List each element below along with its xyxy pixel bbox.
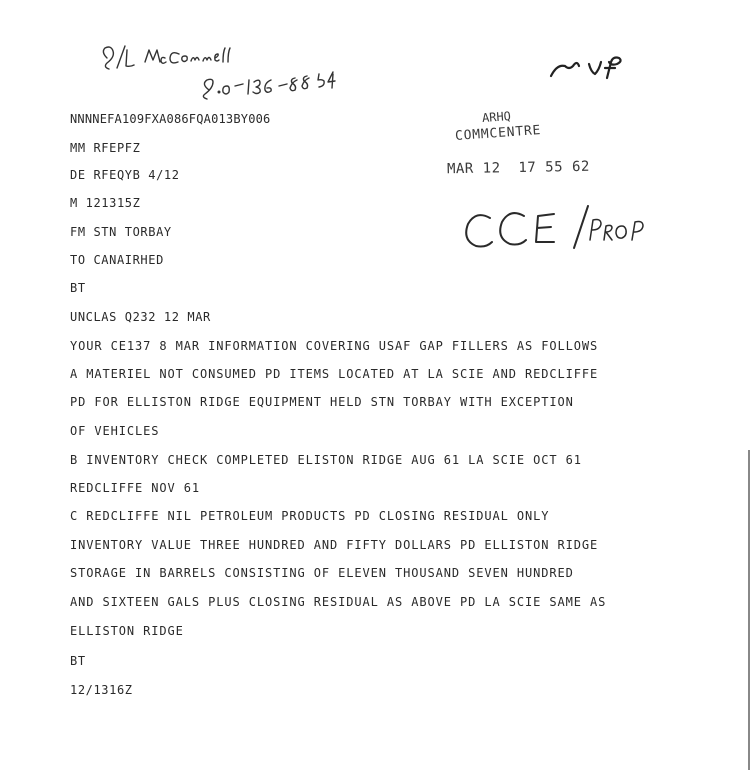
received-stamp-date: MAR 12 17 55 62 [446,158,590,178]
body-line: A MATERIEL NOT CONSUMED PD ITEMS LOCATED AT LA SCIE AND REDCLIFFE [70,367,599,381]
header-line: UNCLAS Q232 12 MAR [70,310,211,324]
received-stamp-line2: COMMCENTRE [454,123,542,144]
header-line: NNNNEFA109FXA086FQA013BY006 [70,112,271,126]
body-line: YOUR CE137 8 MAR INFORMATION COVERING USAF GAP FILLERS AS FOLLOWS [70,339,599,353]
handwritten-file-mark [462,200,662,260]
body-line: B INVENTORY CHECK COMPLETED ELISTON RIDGE AUG 61 LA SCIE OCT 61 [70,453,582,467]
handwritten-initials-top-right [545,50,635,90]
handwritten-note-top-left [95,28,345,103]
body-line: STORAGE IN BARRELS CONSISTING OF ELEVEN THOUSAND SEVEN HUNDRED [70,566,574,580]
body-line: AND SIXTEEN GALS PLUS CLOSING RESIDUAL AS ABOVE PD LA SCIE SAME AS [70,595,607,609]
body-line: C REDCLIFFE NIL PETROLEUM PRODUCTS PD CLOSING RESIDUAL ONLY [70,509,550,523]
footer-line: 12/1316Z [70,683,133,697]
header-line: FM STN TORBAY [70,225,172,239]
header-line: DE RFEQYB 4/12 [70,168,180,182]
header-line: M 121315Z [70,196,141,210]
header-line: MM RFEPFZ [70,141,141,155]
body-line: OF VEHICLES [70,424,160,438]
body-line: INVENTORY VALUE THREE HUNDRED AND FIFTY DOLLARS PD ELLISTON RIDGE [70,538,599,552]
header-line: TO CANAIRHED [70,253,164,267]
header-line: BT [70,281,86,295]
received-stamp-line1: ARHQ [481,109,512,125]
footer-line: BT [70,654,86,668]
body-line: REDCLIFFE NOV 61 [70,481,200,495]
body-line: ELLISTON RIDGE [70,624,184,638]
body-line: PD FOR ELLISTON RIDGE EQUIPMENT HELD STN TORBAY WITH EXCEPTION [70,395,574,409]
